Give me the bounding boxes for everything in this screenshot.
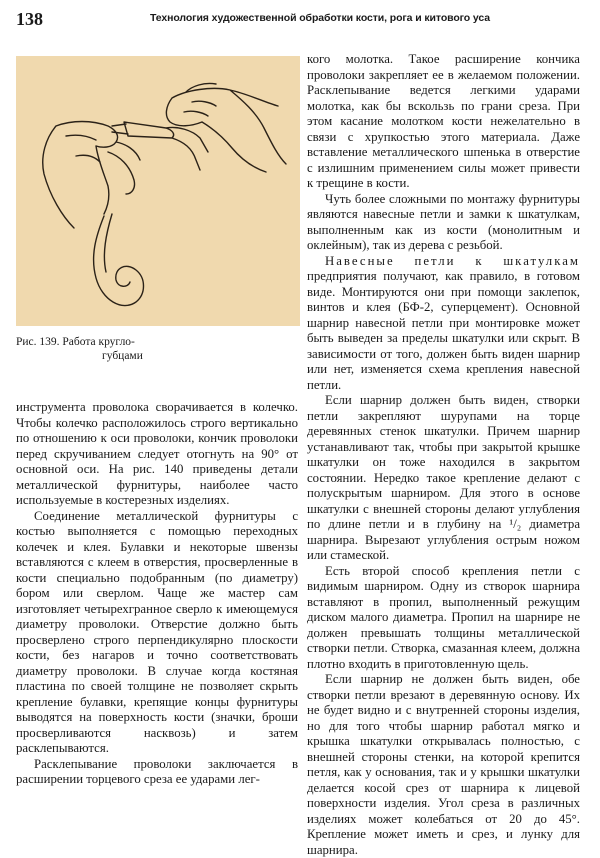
paragraph-hinges [307, 254, 580, 394]
pliers-outline [124, 122, 208, 170]
wire-spiral [94, 216, 144, 306]
paragraph: Соединение металлической фурнитуры с костью выполняется с помощью переходных колечек и клея. Булавки и некоторые швензы вставляются с клеем в отверстия, просверленные в кости специально подобранным (по диаметру) бором или сверлом. Чаще же мастер сам изготовляет четырехгранное сверло к имеющемуся диаметру проволоки. Отверстие должно быть просверлено строго перпендикулярно плоскости кости, без нагаров и точно соответствовать диаметру проволоки. В случае когда костяная пластина по своей толщине не позволяет скрыть крепление булавки, крепящие концы фурнитуры выводятся на поверхность кости (значки, броши просверливаются насквозь) и затем расклепываются. [16, 508, 298, 755]
paragraph: Расклепывание проволоки заключается в расширении торцевого среза ее ударами лег- [16, 756, 298, 786]
figure-illustration [16, 56, 300, 326]
spaced-heading: Навесные петли к шкатулкам [325, 253, 580, 268]
caption-line-1: Рис. 139. Работа кругло- [16, 336, 135, 348]
left-column [16, 400, 298, 788]
hands-pliers-drawing [16, 56, 300, 326]
caption-line-2: губцами [102, 350, 143, 362]
paragraph-text: предприятия получают, как правило, в готовом виде. Монтируются они при помощи заклепок, винтов и клея (БФ-2, суперцемент). Основной шарнир навесной петли при монтировке может быть выведен за пределы шкатулки или скрыт. В зависимости от того, должен быть виден шарнир или нет, изменяется схема крепления навесной петли. [307, 269, 580, 392]
paragraph: Если шарнир не должен быть виден, обе створки петли врезают в деревянную основу. Их не будет видно и с внутренней стороны изделия, но для того чтобы шарнир работал мягко и крышка шкатулки открывалась полностью, с внешней стороны стенки, на которой крепится петля, как у основания, так и у крышки шкатулки делается косой срез от шарнира к лицевой поверхности изделия. Угол среза в различных изделиях может колебаться от 20 до 45°. Крепление может иметь и срез, и лунку для шарнира. [307, 672, 580, 857]
page-number: 138 [16, 9, 43, 29]
figure-caption [16, 335, 300, 363]
paragraph: кого молотка. Такое расширение кончика проволоки закрепляет ее в желаемом положении. Расклепывание ведется легкими ударами молотка, как бы вскользь по грани среза. При этом касание молотком кости нежелательно в связи с хрупкостью этого материала. Даже вставление металлического шпенька в отверстие с излишним применением силы может привести к трещине в кости. [307, 52, 580, 190]
running-title: Технология художественной обработки кости, рога и китового уса [150, 12, 491, 24]
paragraph: Чуть более сложными по монтажу фурнитуры являются навесные петли и замки к шкатулкам, выполненным как из кости (монолитным и оклейным), так из дерева с резьбой. [307, 191, 580, 252]
paragraph: Есть второй способ крепления петли с видимым шарниром. Одну из створок шарнира вставляют в пропил, выполненный режущим диском малого диаметра. Пропил на шарнире не должен превышать толщины металлической створки петли. Створка, смазанная клеем, должна плотно входить в приготовленную щель. [307, 563, 580, 671]
right-hand-outline [166, 83, 286, 172]
right-column [307, 52, 580, 858]
paragraph: Если шарнир должен быть виден, створки петли закрепляют шурупами на торце деревянных стенок шкатулки. Причем шарнир устанавливают так, чтобы при закрытой крышке шкатулки он тоже находился в закрытом состоянии. Нередко такое крепление делают с полускрытым шарниром. Для этого в основе шкатулки с внешней стороны делают углубления по длине петли и в глубину на ¹/₂ диаметра шарнира. Вырезают углубления острым ножом или стамеской. [307, 393, 580, 562]
paragraph: инструмента проволока сворачивается в колечко. Чтобы колечко расположилось строго вертикально по отношению к оси проволоки, кончик проволоки перед скручиванием следует отогнуть на 90° от основной оси. На рис. 140 приведены детали металлической фурнитуры, наиболее часто используемые в костерезных изделиях. [16, 400, 298, 507]
